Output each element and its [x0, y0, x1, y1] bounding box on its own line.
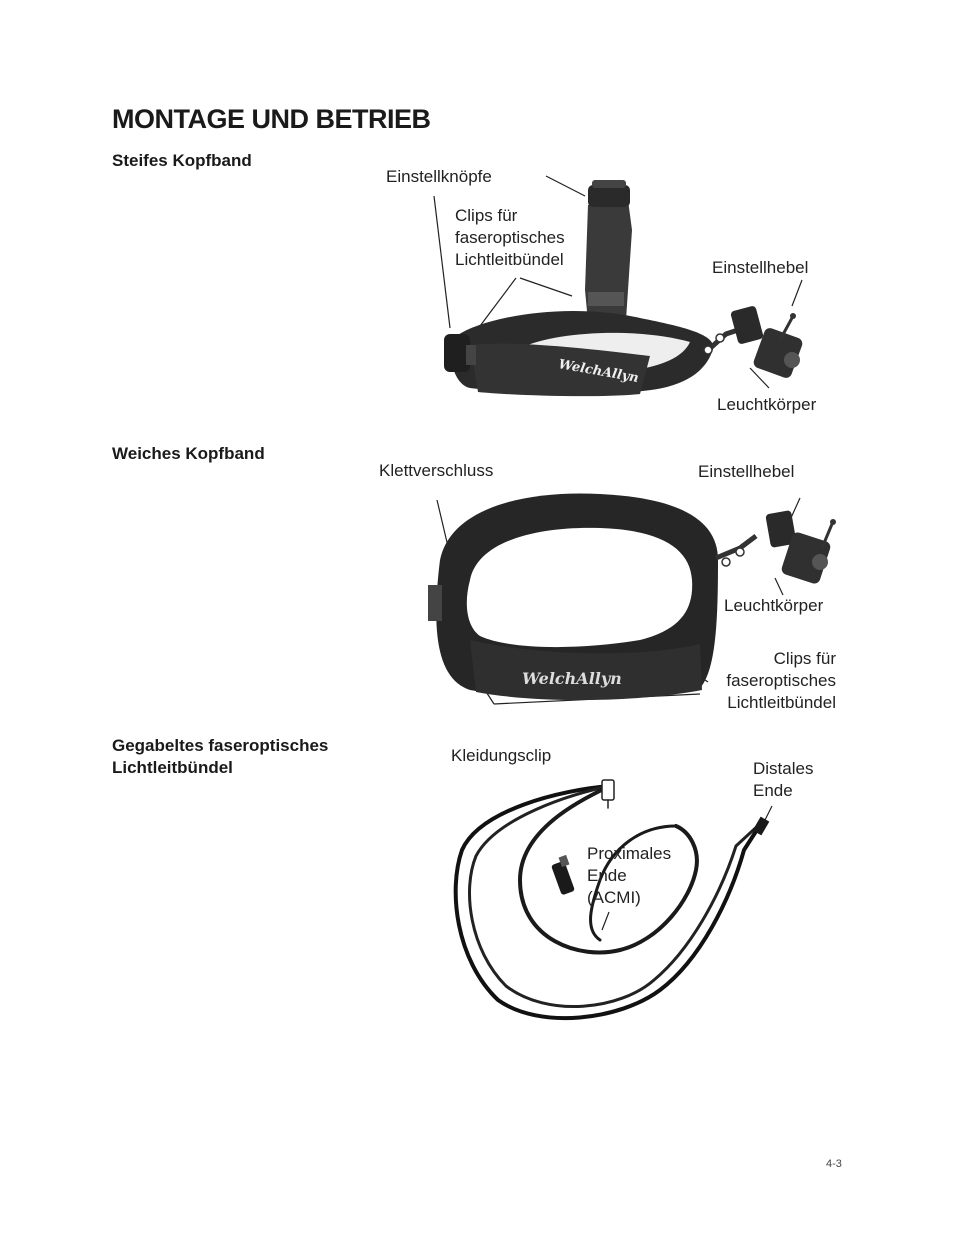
- section-heading-fiber-cable-line2: Lichtleitbündel: [112, 758, 233, 777]
- label-adjustment-knobs: Einstellknöpfe: [386, 167, 492, 186]
- label-soft-lamp-body: Leuchtkörper: [724, 596, 824, 615]
- label-fiber-clips-line3: Lichtleitbündel: [455, 250, 564, 269]
- label-distal-end-line1: Distales: [753, 759, 814, 778]
- page-number: 4-3: [826, 1158, 842, 1170]
- rigid-brand-logo: WelchAllyn: [557, 357, 640, 387]
- label-adjustment-lever: Einstellhebel: [712, 258, 809, 277]
- section-heading-fiber-cable-line1: Gegabeltes faseroptisches: [112, 736, 329, 755]
- label-fiber-clips-line2: faseroptisches: [455, 228, 565, 247]
- label-proximal-end-line2: Ende: [587, 866, 627, 885]
- section-heading-soft-headband: Weiches Kopfband: [112, 444, 265, 463]
- label-proximal-end-line1: Proximales: [587, 844, 672, 863]
- label-soft-fiber-clips-line1: Clips für: [773, 649, 836, 668]
- label-velcro-closure: Klettverschluss: [379, 461, 494, 480]
- label-lamp-body: Leuchtkörper: [717, 395, 817, 414]
- label-proximal-end-line3: (ACMI): [587, 888, 641, 907]
- label-distal-end-line2: Ende: [753, 781, 793, 800]
- label-soft-adjustment-lever: Einstellhebel: [698, 462, 795, 481]
- page-title: MONTAGE UND BETRIEB: [112, 104, 431, 134]
- label-soft-fiber-clips-line3: Lichtleitbündel: [727, 693, 836, 712]
- label-fiber-clips-line1: Clips für: [455, 206, 518, 225]
- label-soft-fiber-clips-line2: faseroptisches: [726, 671, 836, 690]
- label-clothing-clip: Kleidungsclip: [451, 746, 552, 765]
- cable-leader-lines: [602, 806, 772, 930]
- soft-brand-logo: WelchAllyn: [522, 669, 622, 688]
- section-heading-rigid-headband: Steifes Kopfband: [112, 151, 252, 170]
